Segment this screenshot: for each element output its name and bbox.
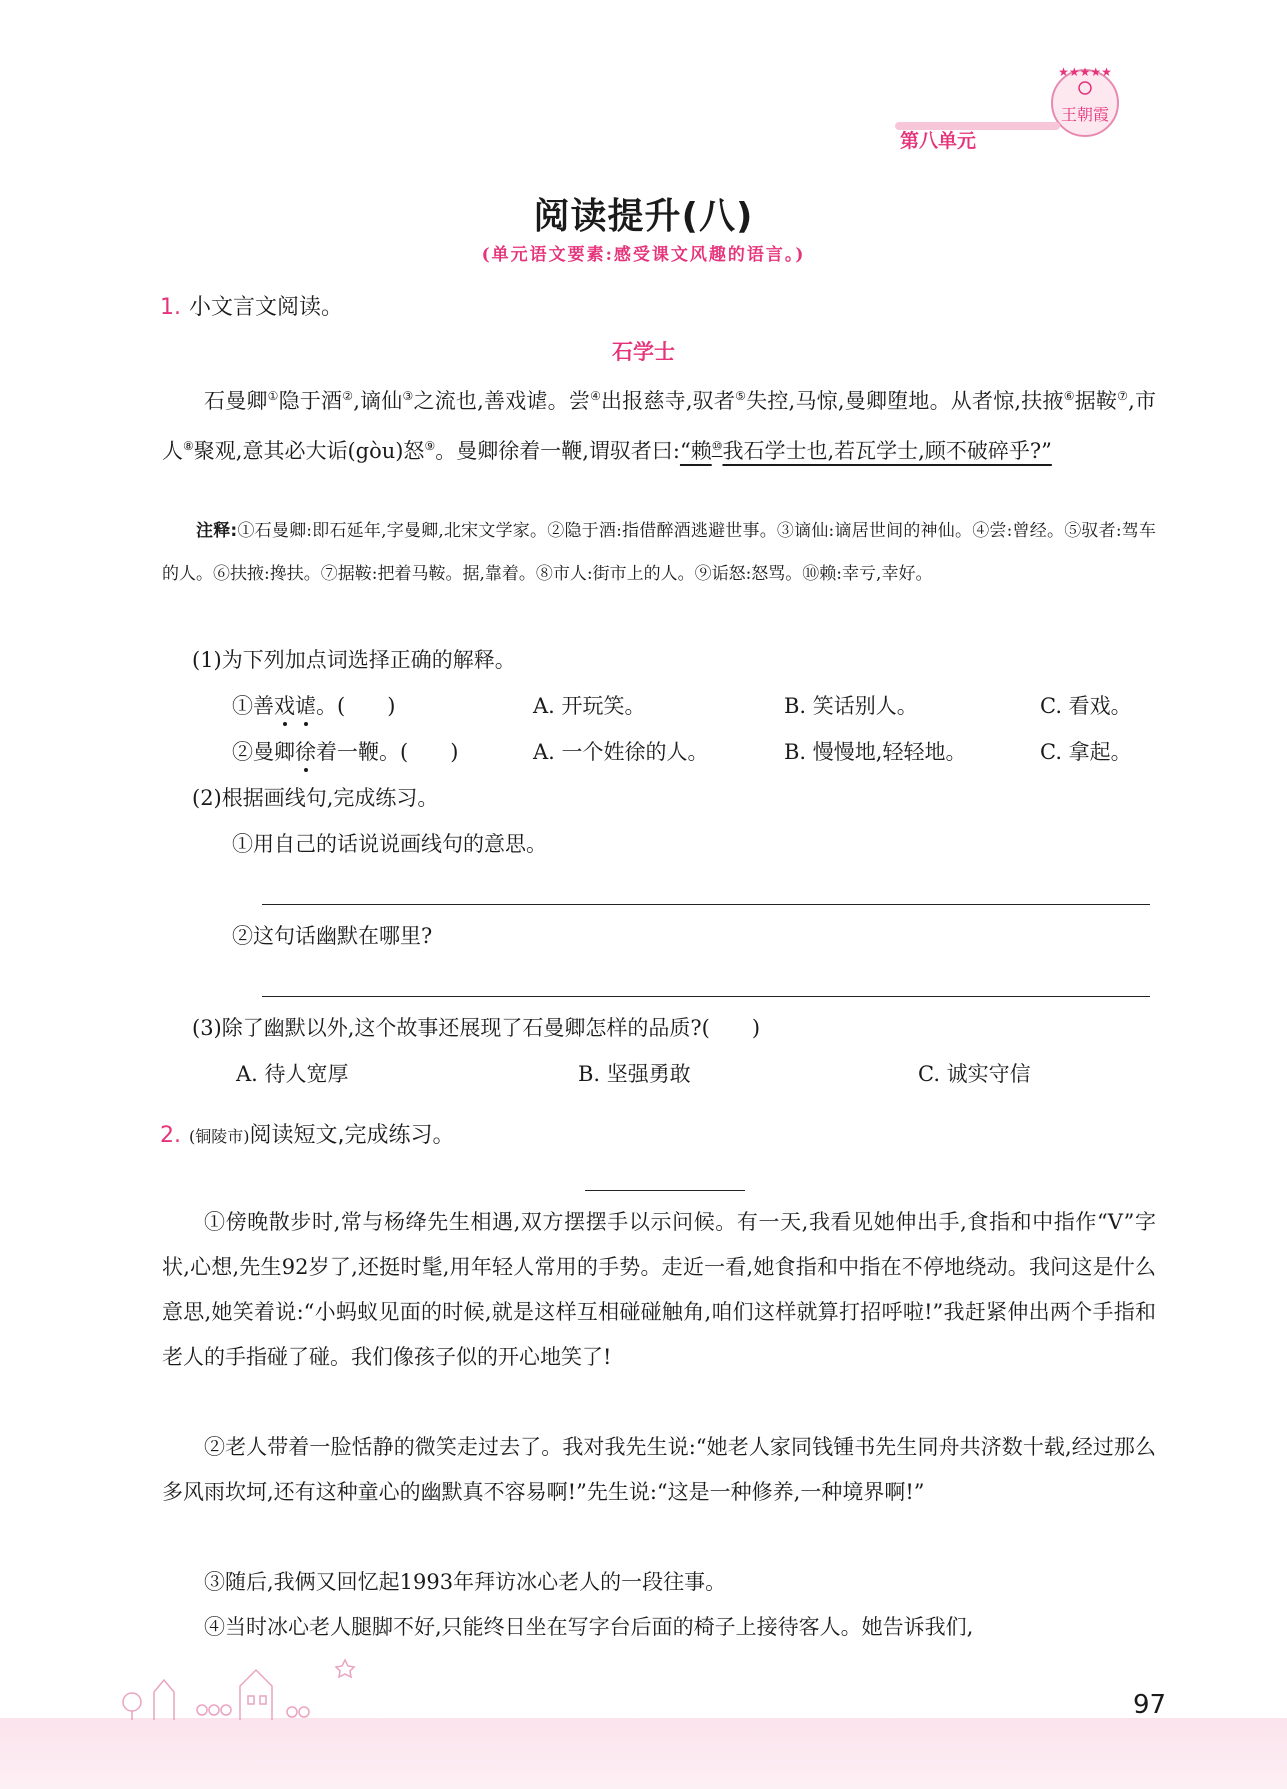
passage-text: ,市人 [162, 389, 1156, 463]
answer-blank[interactable]: 。( ) [316, 694, 396, 718]
footnote-marker: ③ [402, 389, 414, 403]
question-title: 小文言文阅读。 [189, 295, 344, 320]
page-number: 97 [1133, 1690, 1167, 1720]
choice-row-2 [232, 736, 458, 766]
question-number: 2. [160, 1123, 181, 1148]
passage-paragraph: ②老人带着一脸恬静的微笑走过去了。我对我先生说:“她老人家同钱锺书先生同舟共济数十载,经过那么多风雨坎坷,还有这种童心的幽默真不容易啊!”先生说:“这是一种修养,一种境界啊!” [162, 1435, 1156, 1504]
footnote-marker: ⑦ [1117, 389, 1129, 403]
notes [162, 510, 1156, 596]
dotted-character: 徐 [295, 740, 316, 764]
castle-illustration [120, 1640, 360, 1720]
option-c[interactable]: C. 拿起。 [1040, 740, 1132, 764]
sub3-prompt: (3)除了幽默以外,这个故事还展现了石曼卿怎样的品质?( ) [192, 1016, 761, 1040]
page-title: 阅读提升(八) [533, 196, 754, 237]
sub2-question-a: ①用自己的话说说画线句的意思。 [232, 832, 547, 856]
title-blank-line[interactable] [585, 1190, 745, 1191]
passage-text: ,谪仙 [353, 389, 403, 413]
passage-paragraph: ③随后,我俩又回忆起1993年拜访冰心老人的一段往事。 [204, 1570, 727, 1594]
underlined-sentence: 我石学士也,若瓦学士,顾不破碎乎?” [722, 439, 1052, 463]
footnote-marker: ② [342, 389, 354, 403]
passage-text: 隐于酒 [278, 389, 343, 413]
footnote-marker: ① [267, 389, 279, 403]
option-a[interactable]: A. 待人宽厚 [236, 1062, 349, 1086]
dotted-character: 戏 [274, 694, 295, 718]
footnote-marker: ⑧ [183, 439, 194, 453]
story-title: 石学士 [612, 340, 675, 364]
passage-paragraph: ①傍晚散步时,常与杨绛先生相遇,双方摆摆手以示问候。有一天,我看见她伸出手,食指和中指作“V”字状,心想,先生92岁了,还挺时髦,用年轻人常用的手势。走近一看,她食指和中指在不停地绕动。我问这是什么意思,她笑着说:“小蚂蚁见面的时候,就是这样互相碰碰触角,咱们这样就算打招呼啦!”我赶紧伸出两个手指和老人的手指碰了碰。我们像孩子似的开心地笑了! [162, 1210, 1156, 1369]
option-c[interactable]: C. 看戏。 [1040, 694, 1132, 718]
answer-line-b[interactable] [262, 996, 1150, 997]
classical-passage [162, 374, 1156, 474]
question-source: (铜陵市) [189, 1127, 250, 1146]
footer-band [0, 1718, 1287, 1789]
passage-text: 据鞍 [1074, 389, 1118, 413]
item-text: ②曼卿 [232, 740, 295, 764]
question-1-heading [160, 290, 343, 321]
choice-row-1 [232, 690, 395, 720]
footnote-marker: ⑥ [1063, 389, 1075, 403]
passage-text: 之流也,善戏谑。尝 [413, 389, 591, 413]
footnote-marker: ⑩ [711, 439, 723, 453]
sub2-prompt: (2)根据画线句,完成练习。 [192, 786, 439, 810]
svg-text:★★★★★: ★★★★★ [1058, 65, 1112, 79]
passage-text: 聚观,意其必大诟(gòu)怒 [193, 439, 425, 463]
option-a[interactable]: A. 一个姓徐的人。 [533, 740, 709, 764]
notes-label: 注释: [196, 521, 238, 541]
option-b[interactable]: B. 坚强勇敢 [578, 1062, 691, 1086]
notes-text: ①石曼卿:即石延年,字曼卿,北宋文学家。②隐于酒:指借醉酒逃避世事。③谪仙:谪居世间的神仙。④尝:曾经。⑤驭者:驾车的人。⑥扶掖:搀扶。⑦据鞍:把着马鞍。据,靠着。⑧市人:街市上的人。⑨诟怒:怒骂。⑩赖:幸亏,幸好。 [162, 521, 1156, 584]
option-b[interactable]: B. 慢慢地,轻轻地。 [784, 740, 967, 764]
passage-text: 。曼卿徐着一鞭,谓驭者曰: [435, 439, 680, 463]
question-2-heading [160, 1118, 455, 1149]
question-title: 阅读短文,完成练习。 [249, 1123, 455, 1148]
sub2-question-b: ②这句话幽默在哪里? [232, 924, 433, 948]
dotted-word [274, 694, 316, 718]
footnote-marker: ④ [590, 389, 602, 403]
passage-text: 失控,马惊,曼卿堕地。从者惊,扶掖 [746, 389, 1064, 413]
unit-label: 第八单元 [900, 130, 977, 152]
option-b[interactable]: B. 笑话别人。 [784, 694, 918, 718]
page-subtitle: (单元语文要素:感受课文风趣的语言。) [481, 245, 806, 265]
passage-text: 石曼卿 [204, 389, 268, 413]
question-number: 1. [160, 295, 181, 320]
option-c[interactable]: C. 诚实守信 [918, 1062, 1031, 1086]
item-text: ①善 [232, 694, 274, 718]
answer-line-a[interactable] [262, 904, 1150, 905]
underlined-sentence: “赖 [679, 439, 712, 463]
footnote-marker: ⑨ [424, 439, 436, 453]
dotted-word [295, 740, 316, 764]
option-a[interactable]: A. 开玩笑。 [533, 694, 646, 718]
sub1-prompt: (1)为下列加点词选择正确的解释。 [192, 648, 516, 672]
passage-paragraph: ④当时冰心老人腿脚不好,只能终日坐在写字台后面的椅子上接待客人。她告诉我们, [204, 1615, 974, 1639]
dotted-character: 谑 [295, 694, 316, 718]
footnote-marker: ⑤ [735, 389, 747, 403]
passage-text: 出报慈寺,驭者 [601, 389, 736, 413]
answer-blank[interactable]: 着一鞭。( ) [316, 740, 459, 764]
logo-text: 王朝霞 [1060, 105, 1109, 124]
